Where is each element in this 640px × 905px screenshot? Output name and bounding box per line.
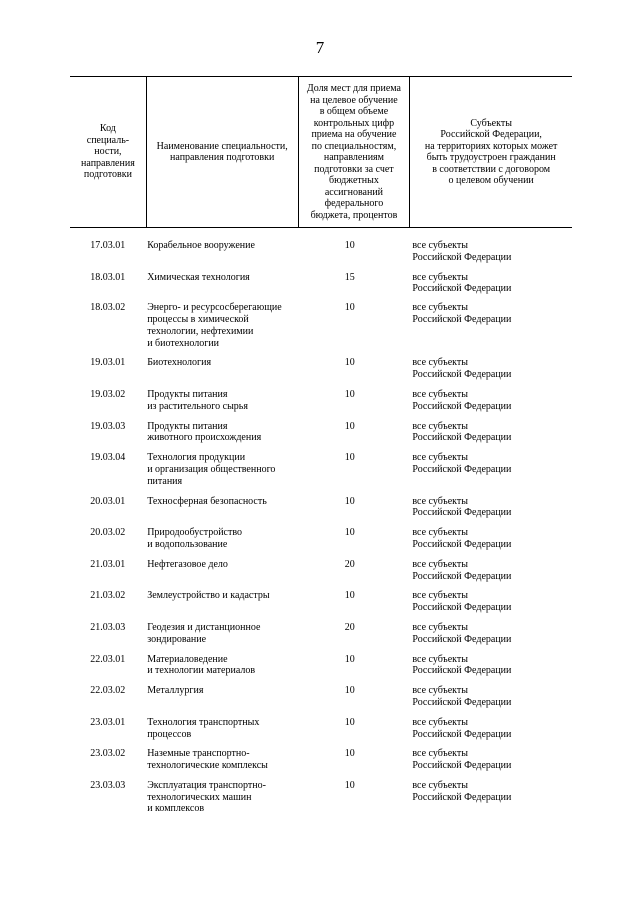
cell-share: 10: [344, 527, 355, 539]
table-row: [70, 302, 572, 349]
table-row: [70, 654, 572, 678]
cell-name: [147, 780, 295, 815]
cell-subjects-line: Российской Федерации: [412, 313, 512, 325]
cell-name-line: Землеустройство и кадастры: [147, 590, 270, 602]
cell-code: 23.03.01: [90, 716, 126, 728]
header-code-line: ности,: [94, 146, 122, 158]
cell-share: 10: [344, 685, 355, 697]
cell-share: 10: [344, 495, 355, 507]
cell-name: [147, 357, 295, 381]
table-row: [70, 780, 572, 815]
cell-name-line: Продукты питания: [147, 388, 228, 400]
cell-name-line: Технология транспортных: [147, 716, 260, 728]
header-code-line: направления: [81, 157, 135, 169]
cell-subjects-line: все субъекты: [412, 302, 468, 314]
cell-subjects-line: Российской Федерации: [412, 602, 512, 614]
cell-subjects-line: все субъекты: [412, 590, 468, 602]
cell-subjects-line: все субъекты: [412, 452, 468, 464]
table-row: [70, 357, 572, 381]
cell-subjects-line: все субъекты: [412, 357, 468, 369]
cell-subjects-line: Российской Федерации: [412, 728, 512, 740]
header-name: [146, 77, 298, 227]
cell-name: [147, 302, 295, 349]
header-subjects-line: о целевом обучении: [448, 175, 534, 186]
cell-name: [147, 452, 295, 487]
cell-name: [147, 717, 295, 741]
cell-subjects: [404, 748, 572, 772]
cell-subjects-line: Российской Федерации: [412, 791, 512, 803]
cell-subjects: [404, 357, 572, 381]
cell-name-line: зондирование: [147, 633, 207, 645]
cell-code: 21.03.02: [90, 590, 126, 602]
header-share-line: федерального: [324, 198, 384, 209]
header-subjects: [409, 77, 572, 227]
cell-subjects-line: все субъекты: [412, 748, 468, 760]
cell-name: [147, 622, 295, 646]
cell-code: 21.03.01: [90, 558, 126, 570]
cell-code: 20.03.02: [90, 527, 126, 539]
cell-share: 20: [344, 558, 355, 570]
header-name-line: Наименование специальности,: [156, 140, 288, 152]
cell-name-line: Эксплуатация транспортно-: [147, 779, 266, 791]
cell-code: 18.03.01: [90, 271, 126, 283]
cell-share: 10: [344, 748, 355, 760]
cell-subjects-line: Российской Федерации: [412, 633, 512, 645]
table-body: [70, 240, 572, 823]
cell-subjects: [404, 622, 572, 646]
cell-subjects-line: Российской Федерации: [412, 463, 512, 475]
table-row: [70, 240, 572, 264]
table-row: [70, 622, 572, 646]
table-header: [70, 76, 572, 228]
cell-name-line: Нефтегазовое дело: [147, 558, 228, 570]
cell-name-line: и технологии материалов: [147, 665, 256, 677]
cell-code: 19.03.03: [90, 420, 126, 432]
cell-share: 15: [344, 271, 355, 283]
cell-code: 22.03.01: [90, 653, 126, 665]
cell-code: 23.03.02: [90, 748, 126, 760]
cell-code: 18.03.02: [90, 302, 126, 314]
cell-name-line: Продукты питания: [147, 420, 228, 432]
cell-subjects-line: все субъекты: [412, 779, 468, 791]
cell-name-line: Технология продукции: [147, 452, 246, 464]
cell-subjects-line: все субъекты: [412, 653, 468, 665]
cell-subjects-line: Российской Федерации: [412, 283, 512, 295]
header-subjects-line: Субъекты: [470, 117, 512, 129]
table-row: [70, 496, 572, 520]
header-code-line: подготовки: [83, 169, 132, 181]
cell-name: [147, 272, 295, 296]
cell-share: 10: [344, 357, 355, 369]
cell-subjects: [404, 240, 572, 264]
header-share-line: контрольных цифр: [313, 117, 395, 129]
cell-subjects: [404, 527, 572, 551]
cell-subjects-line: Российской Федерации: [412, 251, 512, 263]
cell-name-line: Природообустройство: [147, 527, 243, 539]
cell-name-line: Биотехнология: [147, 357, 212, 369]
header-share-line: бюджетных: [329, 175, 379, 186]
cell-subjects: [404, 717, 572, 741]
table-row: [70, 559, 572, 583]
cell-share: 10: [344, 302, 355, 314]
cell-subjects: [404, 654, 572, 678]
cell-subjects-line: все субъекты: [412, 621, 468, 633]
cell-code: 17.03.01: [90, 240, 126, 251]
header-subjects-line: Российской Федерации,: [440, 129, 542, 140]
cell-subjects: [404, 272, 572, 296]
cell-subjects-line: Российской Федерации: [412, 400, 512, 412]
cell-name-line: животного происхождения: [147, 432, 262, 444]
cell-subjects-line: Российской Федерации: [412, 369, 512, 381]
cell-subjects-line: Российской Федерации: [412, 507, 512, 519]
cell-name-line: Материаловедение: [147, 653, 228, 665]
cell-name-line: и организация общественного: [147, 463, 276, 475]
cell-code: 23.03.03: [90, 779, 126, 791]
header-share-line: на целевое обучение: [310, 94, 398, 106]
header-subjects-line: быть трудоустроен гражданин: [426, 152, 556, 163]
cell-code: 22.03.02: [90, 685, 126, 697]
cell-share: 10: [344, 388, 355, 400]
cell-code: 21.03.03: [90, 621, 126, 633]
table-row: [70, 272, 572, 296]
cell-share: 20: [344, 621, 355, 633]
cell-name-line: процессов: [147, 728, 192, 740]
cell-subjects: [404, 302, 572, 349]
cell-name-line: Наземные транспортно-: [147, 748, 250, 760]
cell-subjects-line: все субъекты: [412, 685, 468, 697]
table-row: [70, 748, 572, 772]
header-code-line: Код: [99, 123, 116, 135]
cell-code: 19.03.02: [90, 388, 126, 400]
cell-name-line: Энерго- и ресурсосберегающие: [147, 302, 282, 314]
table-row: [70, 717, 572, 741]
cell-share: 10: [344, 590, 355, 602]
cell-subjects-line: Российской Федерации: [412, 665, 512, 677]
cell-share: 10: [344, 716, 355, 728]
cell-code: 20.03.01: [90, 495, 126, 507]
cell-subjects: [404, 559, 572, 583]
cell-name-line: Корабельное вооружение: [147, 240, 255, 251]
cell-name-line: Металлургия: [147, 685, 204, 697]
cell-subjects: [404, 421, 572, 445]
header-share-line: по специальностям,: [311, 140, 397, 152]
table-row: [70, 452, 572, 487]
cell-subjects: [404, 496, 572, 520]
cell-subjects-line: Российской Федерации: [412, 696, 512, 708]
cell-name: [147, 240, 295, 264]
cell-name-line: Техносферная безопасность: [147, 495, 267, 507]
table-row: [70, 685, 572, 709]
cell-code: 19.03.04: [90, 452, 126, 464]
cell-share: 10: [344, 240, 355, 251]
cell-name: [147, 389, 295, 413]
cell-name: [147, 748, 295, 772]
table-row: [70, 421, 572, 445]
cell-name: [147, 496, 295, 520]
cell-name-line: технологии, нефтехимии: [147, 325, 254, 337]
header-share-line: подготовки за счет: [314, 163, 394, 175]
cell-subjects-line: все субъекты: [412, 558, 468, 570]
cell-share: 10: [344, 779, 355, 791]
cell-name-line: из растительного сырья: [147, 400, 248, 412]
table-row: [70, 527, 572, 551]
cell-name: [147, 654, 295, 678]
header-share-line: в общем объеме: [319, 106, 389, 117]
table-row: [70, 389, 572, 413]
cell-subjects-line: Российской Федерации: [412, 432, 512, 444]
header-share-line: приема на обучение: [311, 129, 397, 140]
cell-subjects: [404, 452, 572, 487]
header-code: [70, 77, 146, 227]
cell-subjects: [404, 389, 572, 413]
cell-subjects-line: все субъекты: [412, 495, 468, 507]
header-share: [298, 77, 410, 227]
cell-subjects-line: все субъекты: [412, 240, 468, 251]
cell-subjects: [404, 590, 572, 614]
cell-subjects-line: Российской Федерации: [412, 570, 512, 582]
cell-name-line: технологических машин: [147, 791, 252, 803]
cell-name-line: и водопользование: [147, 538, 228, 550]
cell-name-line: Геодезия и дистанционное: [147, 621, 261, 633]
cell-subjects-line: все субъекты: [412, 716, 468, 728]
cell-name: [147, 421, 295, 445]
table-row: [70, 590, 572, 614]
cell-subjects-line: Российской Федерации: [412, 760, 512, 772]
header-code-line: специаль-: [86, 134, 130, 146]
cell-name: [147, 590, 295, 614]
cell-share: 10: [344, 420, 355, 432]
cell-name-line: питания: [147, 475, 183, 487]
cell-name-line: Химическая технология: [147, 271, 250, 283]
cell-code: 19.03.01: [90, 357, 126, 369]
header-subjects-line: на территориях которых может: [424, 140, 558, 152]
header-share-line: Доля мест для приема: [306, 83, 401, 94]
header-share-line: направлениям: [323, 152, 384, 163]
cell-name-line: и комплексов: [147, 803, 205, 815]
cell-share: 10: [344, 653, 355, 665]
cell-subjects-line: все субъекты: [412, 420, 468, 432]
cell-share: 10: [344, 452, 355, 464]
header-subjects-line: в соответствии с договором: [432, 163, 551, 175]
cell-subjects-line: Российской Федерации: [412, 538, 512, 550]
cell-subjects-line: все субъекты: [412, 271, 468, 283]
cell-name-line: технологические комплексы: [147, 760, 268, 772]
cell-name: [147, 527, 295, 551]
header-share-line: бюджета, процентов: [310, 209, 398, 221]
cell-name-line: и биотехнологии: [147, 337, 220, 349]
page-number: 7: [315, 38, 325, 57]
cell-subjects: [404, 780, 572, 815]
header-name-line: направления подготовки: [170, 152, 275, 163]
cell-name: [147, 685, 295, 709]
cell-subjects-line: все субъекты: [412, 388, 468, 400]
cell-name-line: процессы в химической: [147, 313, 249, 325]
cell-name: [147, 559, 295, 583]
cell-subjects: [404, 685, 572, 709]
header-share-line: ассигнований: [324, 186, 384, 198]
cell-subjects-line: все субъекты: [412, 527, 468, 539]
